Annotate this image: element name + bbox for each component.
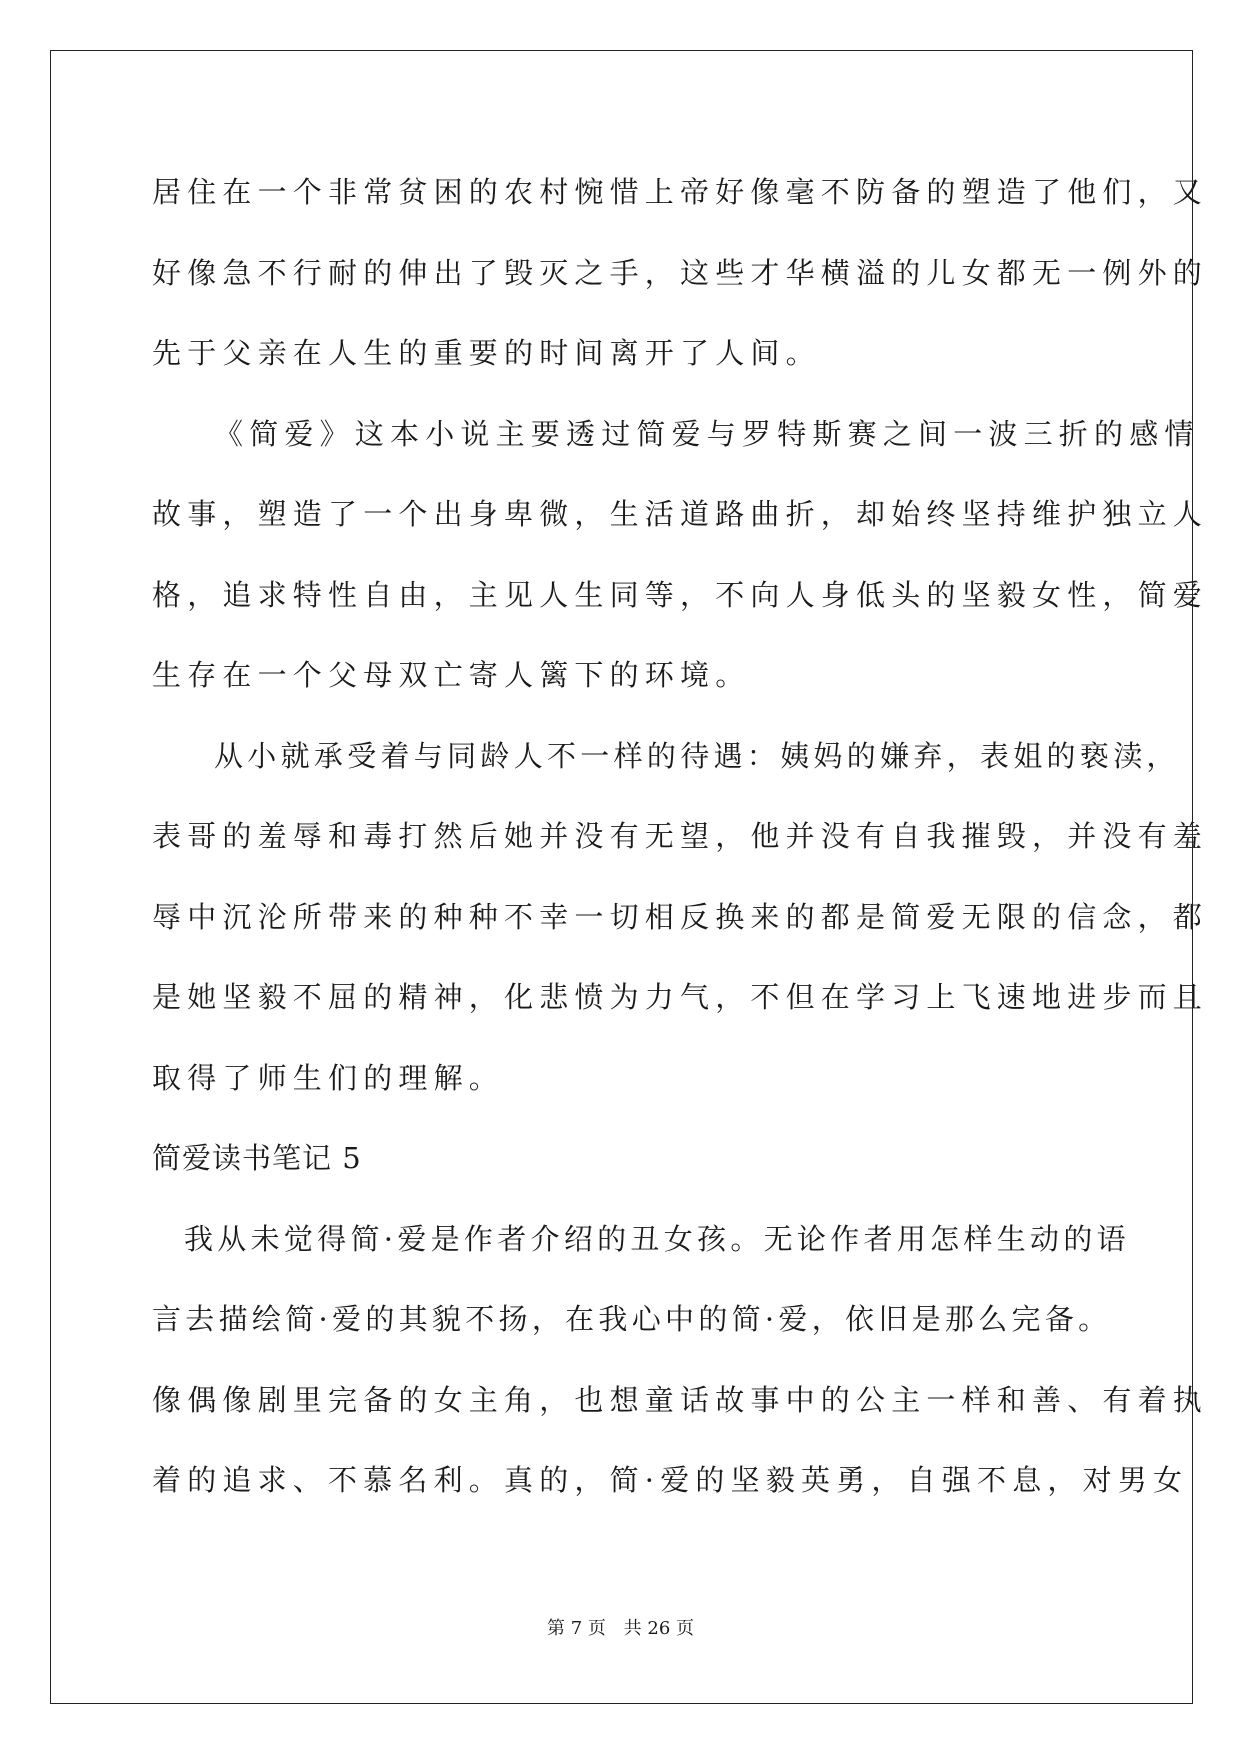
paragraph-line: 我从未觉得简·爱是作者介绍的丑女孩。无论作者用怎样生动的语	[184, 1221, 1130, 1256]
paragraph-line: 言去描绘简·爱的其貌不扬，在我心中的简·爱，依旧是那么完备。	[152, 1302, 1112, 1336]
paragraph-line: 故事，塑造了一个出身卑微，生活道路曲折，却始终坚持维护独立人	[152, 497, 1209, 531]
paragraph-line: 居住在一个非常贫困的农村惋惜上帝好像毫不防备的塑造了他们，又	[152, 175, 1209, 209]
paragraph-line: 辱中沉沦所带来的种种不幸一切相反换来的都是简爱无限的信念，都	[152, 899, 1209, 934]
page-footer	[0, 1614, 1241, 1640]
document-body	[152, 152, 1209, 1521]
paragraph-line: 从小就承受着与同龄人不一样的待遇：姨妈的嫌弃，表姐的亵渎，	[214, 738, 1180, 773]
paragraph-line: 着的追求、不慕名利。真的，简·爱的坚毅英勇，自强不息，对男女	[152, 1463, 1189, 1497]
paragraph-line: 先于父亲在人生的重要的时间离开了人间。	[152, 336, 821, 370]
paragraph-line: 生存在一个父母双亡寄人篱下的环境。	[152, 658, 751, 692]
paragraph-line: 表哥的羞辱和毒打然后她并没有无望，他并没有自我摧毁，并没有羞	[152, 819, 1209, 853]
paragraph-line: 好像急不行耐的伸出了毁灭之手，这些才华横溢的儿女都无一例外的	[152, 255, 1209, 290]
page-number: 第 7 页	[547, 1618, 606, 1639]
paragraph-line: 《简爱》这本小说主要透过简爱与罗特斯赛之间一波三折的感情	[214, 416, 1200, 451]
paragraph-line: 是她坚毅不屈的精神，化悲愤为力气，不但在学习上飞速地进步而且	[152, 980, 1209, 1014]
paragraph-line: 取得了师生们的理解。	[152, 1060, 505, 1095]
section-heading: 简爱读书笔记 5	[152, 1141, 362, 1175]
page-total: 共 26 页	[623, 1618, 694, 1639]
paragraph-line: 像偶像剧里完备的女主角，也想童话故事中的公主一样和善、有着执	[152, 1382, 1209, 1417]
paragraph-line: 格，追求特性自由，主见人生同等，不向人身低头的坚毅女性，简爱	[152, 577, 1209, 612]
